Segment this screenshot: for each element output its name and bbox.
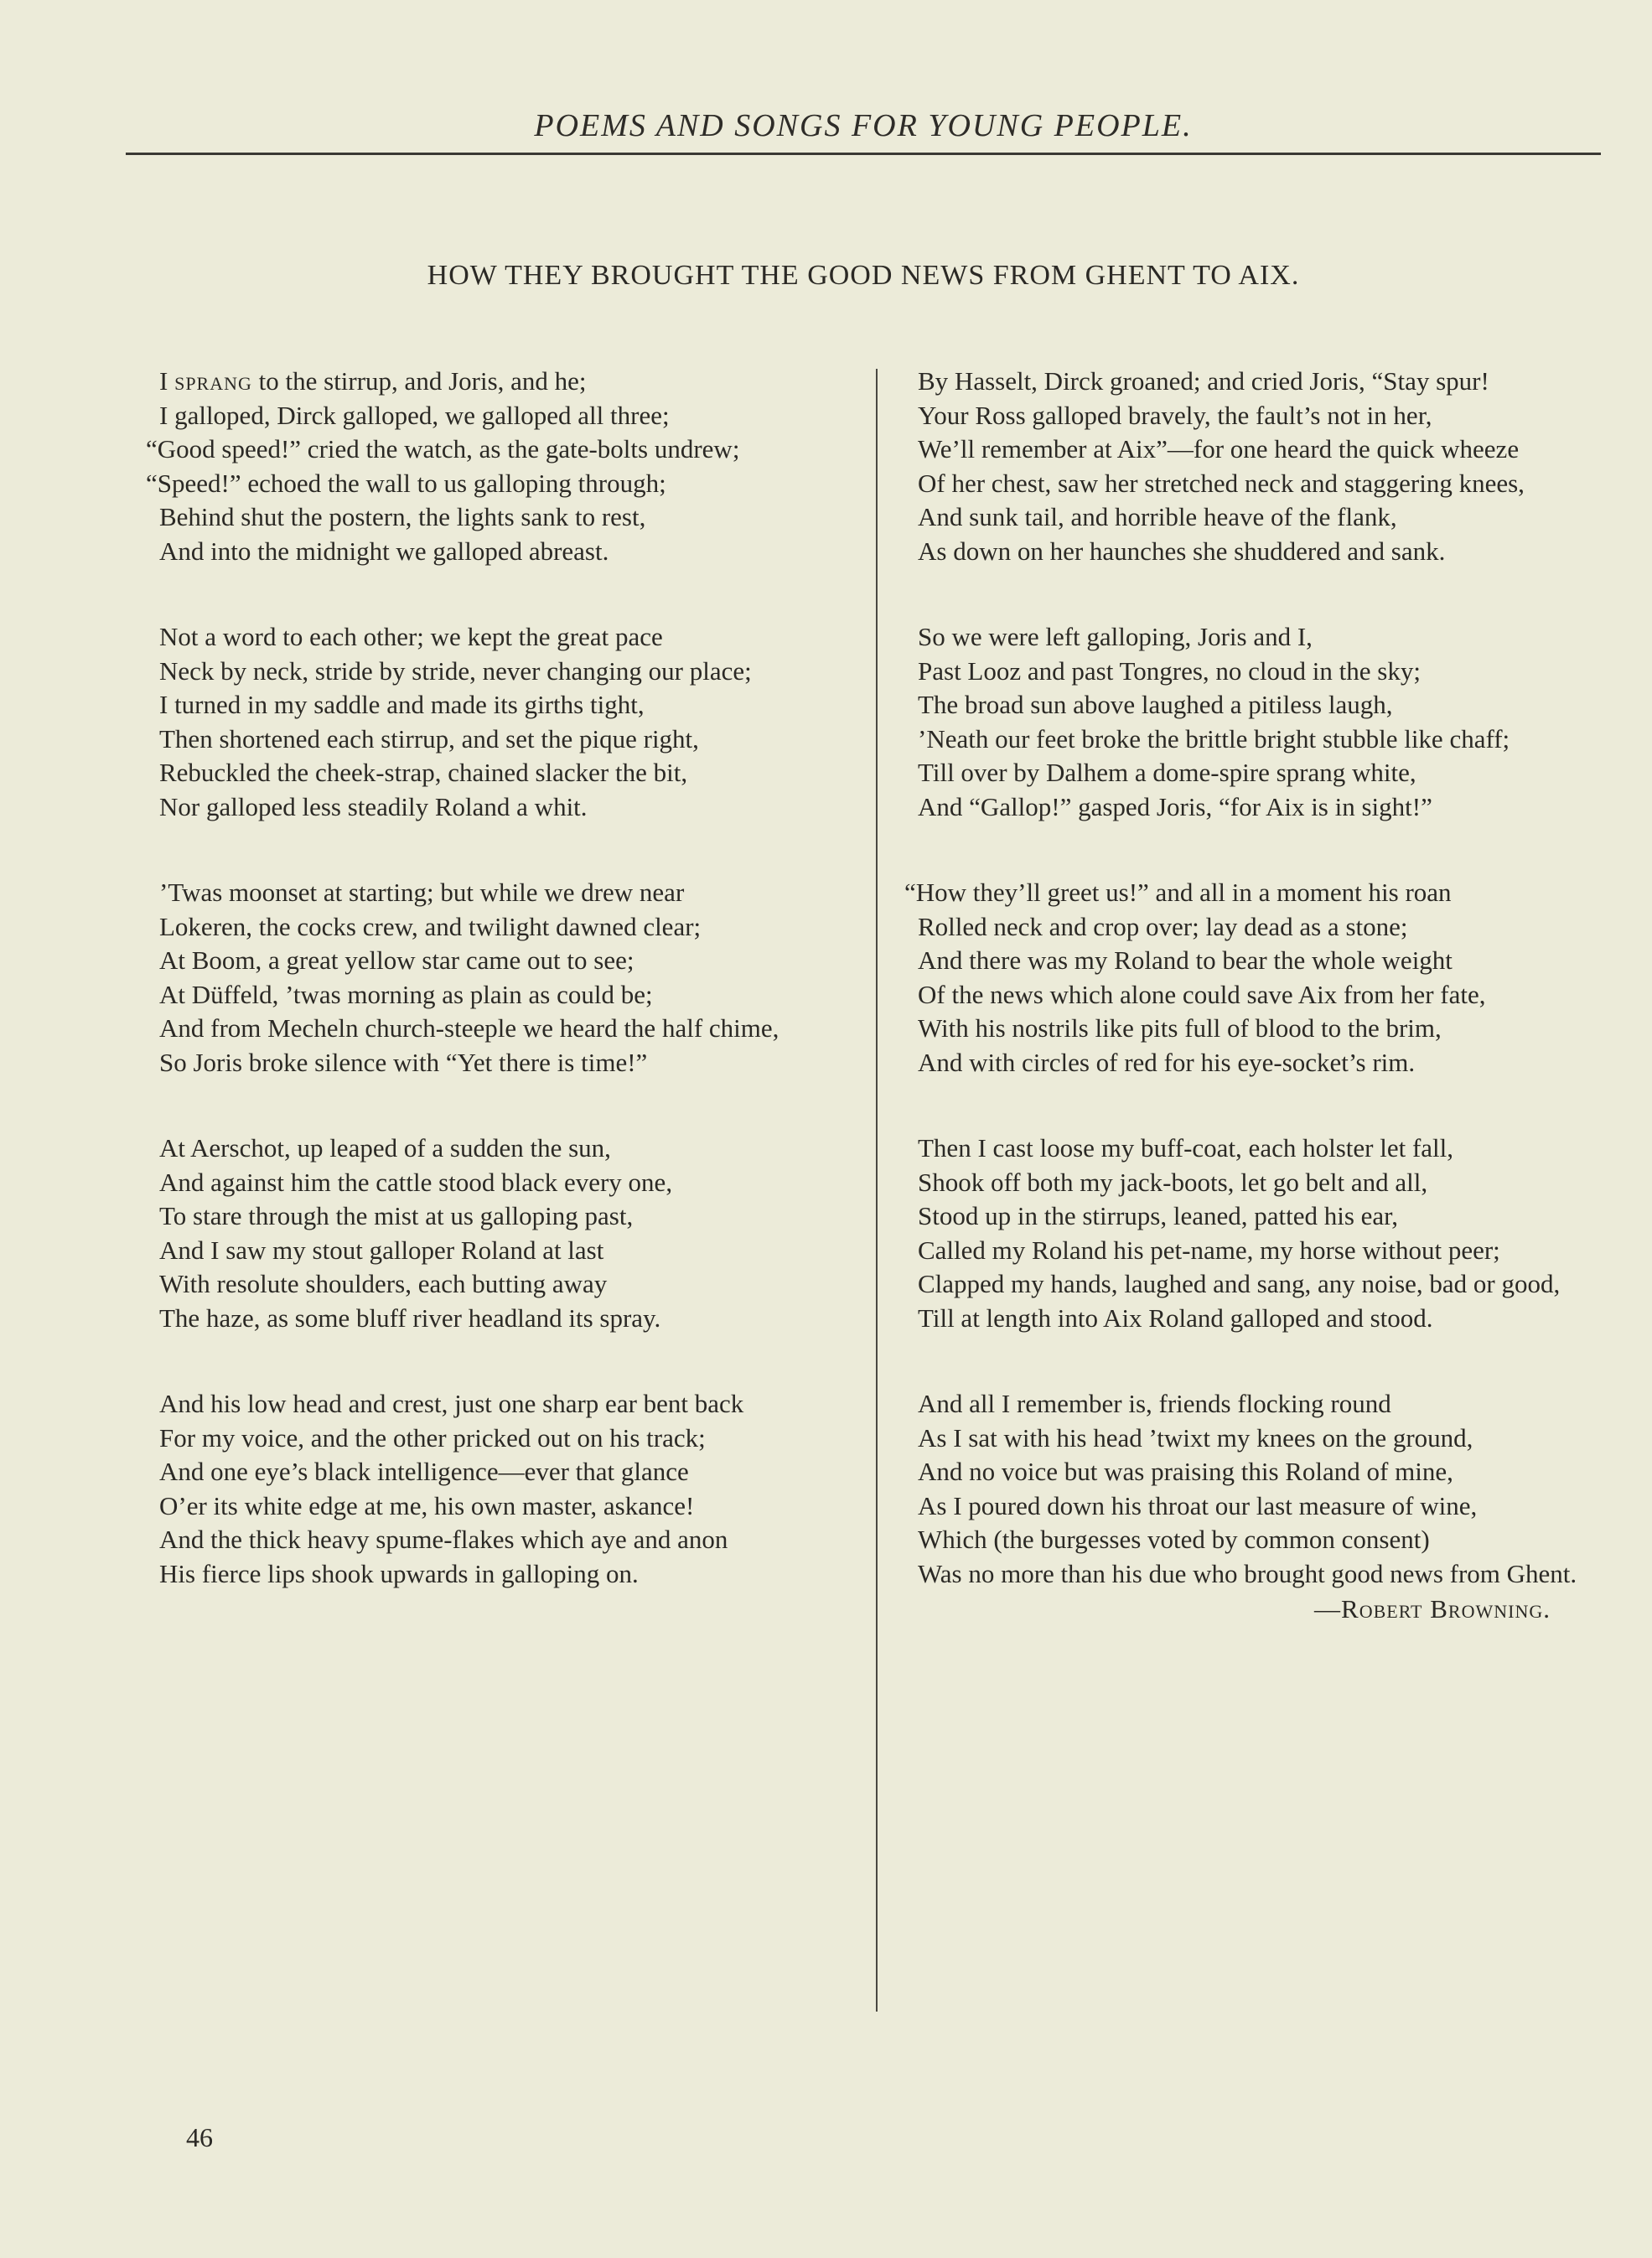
- verse-line: The broad sun above laughed a pitiless laugh,: [918, 690, 1393, 719]
- verse-line: Then I cast loose my buff-coat, each holster let fall,: [918, 1133, 1453, 1163]
- verse-line: I galloped, Dirck galloped, we galloped all three;: [159, 400, 670, 430]
- verse-line: As I sat with his head ’twixt my knees on the ground,: [918, 1422, 1473, 1453]
- stanza: [159, 1387, 847, 1591]
- poem-attribution: —Robert Browning.: [1314, 1594, 1551, 1624]
- stanza: [159, 1132, 847, 1335]
- verse-line: And one eye’s black intelligence—ever that glance: [159, 1457, 689, 1486]
- verse-line: Then shortened each stirrup, and set the pique right,: [159, 723, 699, 754]
- verse-line: “Good speed!” cried the watch, as the gate-bolts undrew;: [146, 434, 740, 464]
- verse-line: And no voice but was praising this Roland of mine,: [918, 1457, 1453, 1486]
- verse-line: Past Looz and past Tongres, no cloud in the sky;: [918, 655, 1421, 686]
- verse-line: ’Neath our feet broke the brittle bright stubble like chaff;: [918, 723, 1510, 754]
- verse-line: ’Twas moonset at starting; but while we drew near: [159, 878, 685, 907]
- verse-line: “Speed!” echoed the wall to us galloping through;: [146, 468, 666, 498]
- verse-line: Nor galloped less steadily Roland a whit.: [159, 791, 588, 821]
- verse-line: With his nostrils like pits full of blood to the brim,: [918, 1013, 1442, 1043]
- verse-line: And his low head and crest, just one sharp ear bent back: [159, 1389, 744, 1418]
- verse-line: And against him the cattle stood black every one,: [159, 1167, 673, 1197]
- verse-line: Shook off both my jack-boots, let go belt and all,: [918, 1167, 1428, 1197]
- verse-line: Behind shut the postern, the lights sank to rest,: [159, 502, 646, 531]
- verse-line: I sprang to the stirrup, and Joris, and he;: [159, 366, 587, 396]
- verse-line: Rolled neck and crop over; lay dead as a stone;: [918, 911, 1408, 941]
- verse-line: So Joris broke silence with “Yet there is time!”: [159, 1047, 648, 1077]
- verse-line: Rebuckled the cheek-strap, chained slacker the bit,: [159, 758, 688, 787]
- verse-line: And from Mecheln church-steeple we heard the half chime,: [159, 1013, 779, 1043]
- page-number: 46: [186, 2122, 213, 2152]
- verse-line: Stood up in the stirrups, leaned, patted his ear,: [918, 1201, 1399, 1230]
- verse-line: To stare through the mist at us galloping past,: [159, 1201, 634, 1230]
- stanza: [159, 876, 847, 1080]
- stanza: [918, 620, 1609, 824]
- verse-line: Of her chest, saw her stretched neck and staggering knees,: [918, 468, 1525, 498]
- stanza: [904, 876, 1609, 1080]
- verse-line: And the thick heavy spume-flakes which aye and anon: [159, 1525, 728, 1554]
- verse-line: With resolute shoulders, each butting away: [159, 1269, 608, 1298]
- verse-line: By Hasselt, Dirck groaned; and cried Joris, “Stay spur!: [918, 366, 1489, 396]
- verse-line: Till at length into Aix Roland galloped and stood.: [918, 1302, 1433, 1333]
- verse-line: As I poured down his throat our last measure of wine,: [918, 1490, 1478, 1520]
- verse-line: And I saw my stout galloper Roland at last: [159, 1235, 604, 1265]
- verse-line: At Düffeld, ’twas morning as plain as could be;: [159, 979, 653, 1009]
- verse-line: At Boom, a great yellow star came out to see;: [159, 945, 634, 975]
- verse-line: For my voice, and the other pricked out on his track;: [159, 1422, 706, 1453]
- verse-line: Till over by Dalhem a dome-spire sprang white,: [918, 758, 1416, 787]
- stanza: [918, 1387, 1609, 1627]
- header-rule: [126, 153, 1601, 155]
- verse-line: And into the midnight we galloped abreast.: [159, 536, 609, 566]
- verse-line: And “Gallop!” gasped Joris, “for Aix is in sight!”: [918, 791, 1432, 821]
- verse-line: The haze, as some bluff river headland its spray.: [159, 1302, 661, 1333]
- right-column: [904, 365, 1609, 1627]
- small-caps-opening: sprang: [174, 366, 252, 396]
- verse-line: And there was my Roland to bear the whole weight: [918, 945, 1453, 975]
- verse-line: Neck by neck, stride by stride, never changing our place;: [159, 655, 752, 686]
- verse-line: Clapped my hands, laughed and sang, any noise, bad or good,: [918, 1269, 1561, 1298]
- stanza: [918, 365, 1609, 568]
- running-header: POEMS AND SONGS FOR YOUNG PEOPLE.: [534, 108, 1193, 143]
- verse-line: And all I remember is, friends flocking round: [918, 1389, 1391, 1418]
- verse-line: I turned in my saddle and made its girths tight,: [159, 690, 645, 719]
- stanza: [159, 620, 847, 824]
- verse-line: Not a word to each other; we kept the great pace: [159, 622, 663, 651]
- stanza: [146, 365, 847, 568]
- verse-line: Which (the burgesses voted by common consent): [918, 1525, 1430, 1554]
- verse-line: Was no more than his due who brought good news from Ghent.: [918, 1558, 1577, 1588]
- left-column: [146, 365, 847, 1643]
- verse-line: And sunk tail, and horrible heave of the flank,: [918, 502, 1397, 531]
- poem-title: HOW THEY BROUGHT THE GOOD NEWS FROM GHENT TO AIX.: [427, 260, 1300, 291]
- verse-line: “How they’ll greet us!” and all in a moment his roan: [904, 878, 1452, 907]
- verse-line: Lokeren, the cocks crew, and twilight dawned clear;: [159, 911, 702, 941]
- verse-line: At Aerschot, up leaped of a sudden the sun,: [159, 1133, 611, 1163]
- verse-line: We’ll remember at Aix”—for one heard the quick wheeze: [918, 434, 1520, 464]
- verse-line: Of the news which alone could save Aix from her fate,: [918, 979, 1486, 1009]
- column-divider: [876, 369, 878, 2012]
- verse-line: As down on her haunches she shuddered and sank.: [918, 536, 1446, 566]
- verse-line: His fierce lips shook upwards in galloping on.: [159, 1558, 639, 1588]
- verse-line: So we were left galloping, Joris and I,: [918, 622, 1313, 651]
- verse-line: Your Ross galloped bravely, the fault’s not in her,: [918, 400, 1432, 430]
- verse-line: O’er its white edge at me, his own master, askance!: [159, 1490, 695, 1520]
- verse-line: And with circles of red for his eye-socket’s rim.: [918, 1047, 1416, 1077]
- verse-line: Called my Roland his pet-name, my horse without peer;: [918, 1235, 1500, 1265]
- stanza: [918, 1132, 1609, 1335]
